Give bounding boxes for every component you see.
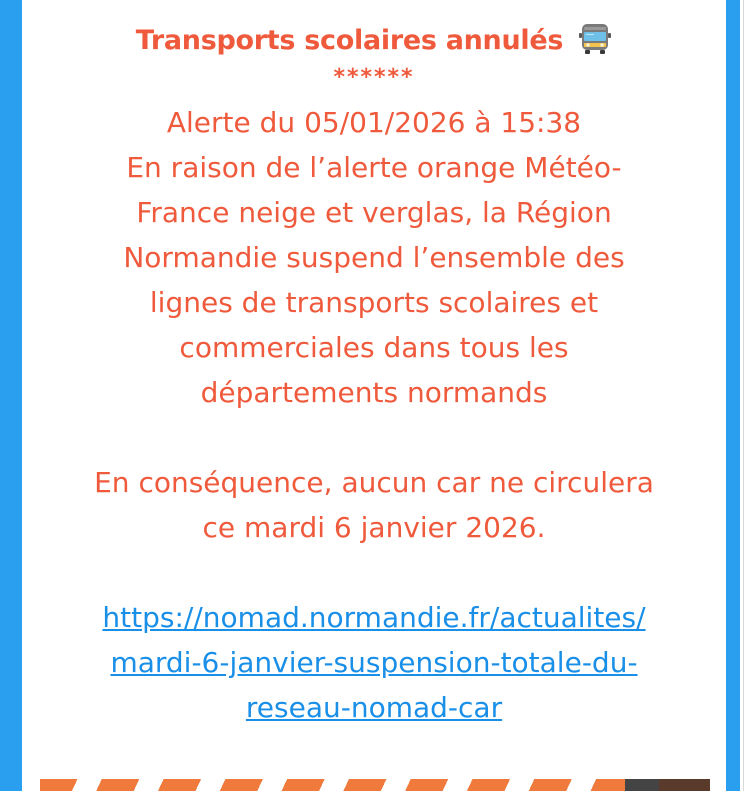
- link-line[interactable]: reseau-nomad-car: [245, 691, 503, 724]
- paragraph-gap: [52, 550, 696, 595]
- alert-line: En raison de l’alerte orange Météo-: [126, 151, 622, 184]
- paragraph-gap: [52, 415, 696, 460]
- alert-body: [22, 100, 726, 595]
- scroll-edge: [740, 0, 750, 791]
- news-link[interactable]: [22, 595, 726, 730]
- separator-stars: ******: [333, 65, 415, 90]
- alert-line: France neige et verglas, la Région: [136, 196, 612, 229]
- banner-image-edge: [625, 779, 710, 791]
- notice-title-row: [22, 22, 726, 66]
- alert-line: commerciales dans tous les: [179, 331, 569, 364]
- scroll-edge-line: [743, 0, 744, 791]
- hazard-stripe-banner: [40, 779, 710, 791]
- link-line[interactable]: mardi-6-janvier-suspension-totale-du-: [110, 646, 638, 679]
- alert-line: Alerte du 05/01/2026 à 15:38: [166, 106, 582, 139]
- consequence-line: En conséquence, aucun car ne circulera: [94, 466, 654, 499]
- right-border: [726, 0, 740, 791]
- alert-line: lignes de transports scolaires et: [149, 286, 599, 319]
- bus-icon: [578, 23, 612, 66]
- alert-line: Normandie suspend l’ensemble des: [123, 241, 625, 274]
- notice-title: Transports scolaires annulés: [135, 25, 564, 56]
- notice-card: [22, 0, 726, 730]
- link-line[interactable]: https://nomad.normandie.fr/actualites/: [102, 601, 646, 634]
- consequence-line: ce mardi 6 janvier 2026.: [202, 511, 546, 544]
- alert-line: départements normands: [200, 376, 548, 409]
- left-border: [0, 0, 22, 791]
